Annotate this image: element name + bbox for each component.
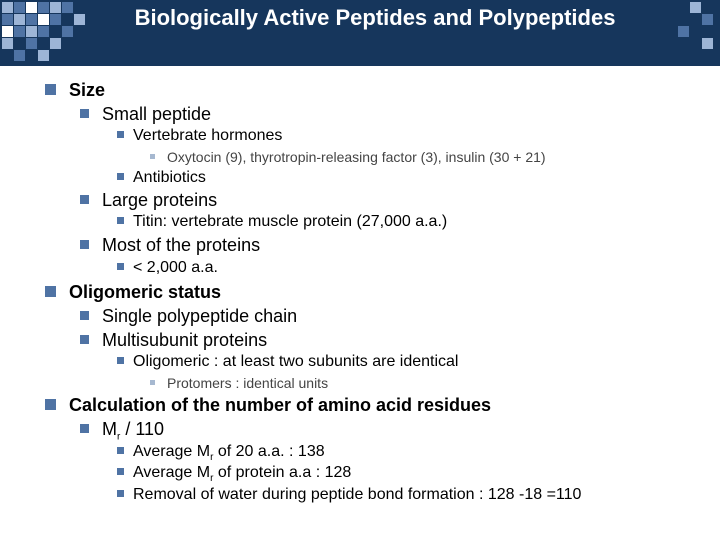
outline-item: Removal of water during peptide bond formation : 128 -18 =110 [117,486,581,504]
bullet-square-icon [80,109,89,118]
bullet-square-icon [117,173,124,180]
slide-title: Biologically Active Peptides and Polypeptides [134,5,616,30]
bullet-square-icon [150,380,155,385]
bullet-square-icon [45,399,56,410]
outline-item: Calculation of the number of amino acid residues [45,395,491,416]
bullet-square-icon [80,195,89,204]
bullet-square-icon [45,84,56,95]
bullet-square-icon [117,263,124,270]
outline-item: < 2,000 a.a. [117,259,218,277]
bullet-square-icon [117,357,124,364]
outline-item: Antibiotics [117,169,206,187]
bullet-square-icon [80,424,89,433]
outline-item: Oligomeric status [45,282,221,303]
outline-item: Oxytocin (9), thyrotropin-releasing factor (3), insulin (30 + 21) [150,149,546,165]
bullet-square-icon [117,490,124,497]
bullet-square-icon [117,447,124,454]
bullet-square-icon [150,154,155,159]
decorative-mosaic-right [620,0,720,66]
outline-item: Titin: vertebrate muscle protein (27,000 a.a.) [117,213,447,231]
outline-item: Small peptide [80,104,211,125]
bullet-square-icon [117,131,124,138]
bullet-square-icon [80,335,89,344]
outline-item: Protomers : identical units [150,375,328,391]
outline-item: Average $M_r$ of protein a.a : 128 [117,464,351,484]
bullet-square-icon [45,286,56,297]
outline-item: $M_r / 110$ [80,419,164,443]
outline-item: Multisubunit proteins [80,330,267,351]
bullet-square-icon [80,311,89,320]
outline-item: Most of the proteins [80,235,260,256]
outline-item: Average $M_r$ of 20 a.a. : 138 [117,443,325,463]
outline-item: Vertebrate hormones [117,127,282,145]
outline-item: Large proteins [80,190,217,211]
title-bar [0,0,720,66]
outline-item: Size [45,80,105,101]
bullet-square-icon [117,217,124,224]
outline-item: Oligomeric : at least two subunits are identical [117,353,458,371]
bullet-square-icon [80,240,89,249]
bullet-square-icon [117,468,124,475]
outline-item: Single polypeptide chain [80,306,297,327]
